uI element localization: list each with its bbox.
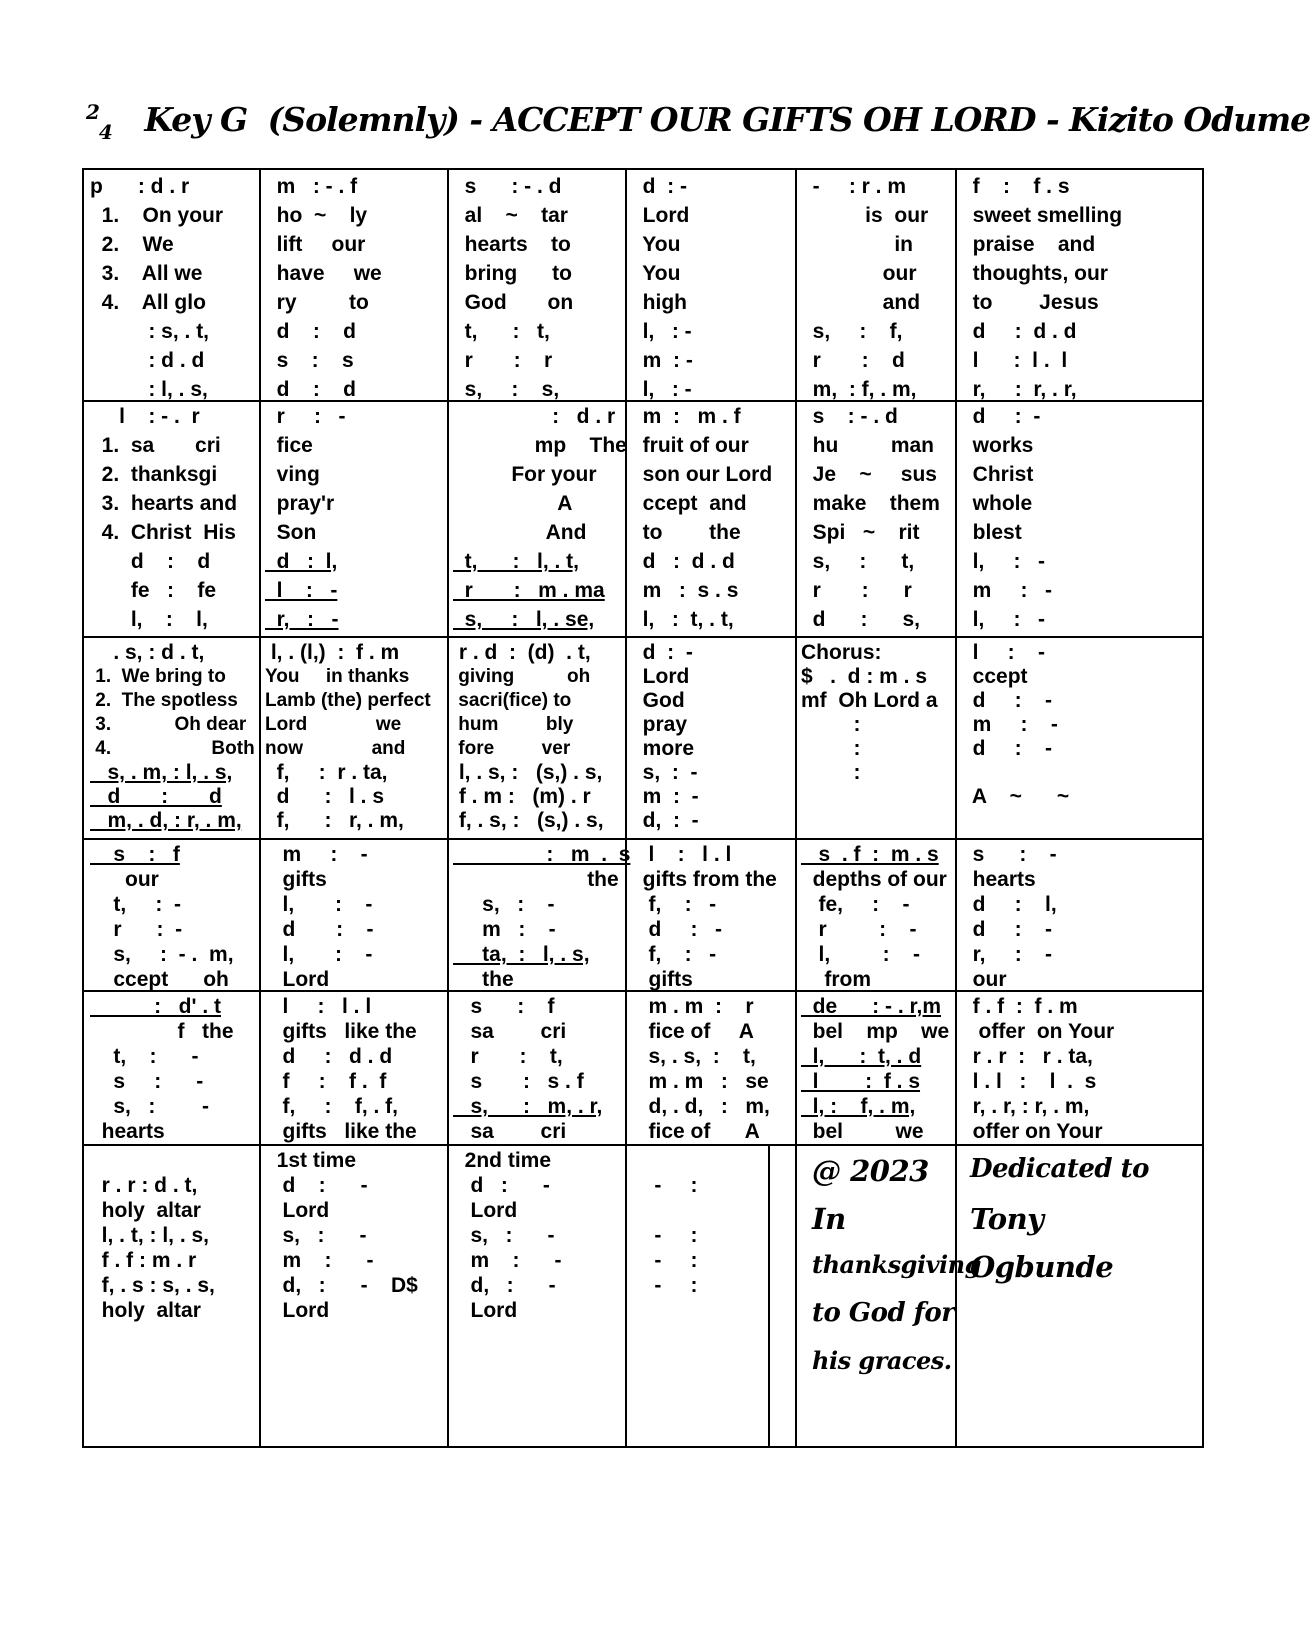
score-cell (961, 174, 1198, 401)
score-line: 4. Christ His (90, 521, 236, 544)
score-line: blest (961, 521, 1022, 544)
score-line: s, : - (453, 1224, 555, 1247)
score-line: d : d (265, 378, 356, 401)
score-cell (453, 174, 621, 401)
score-line: fore ver (453, 738, 571, 759)
score-line: l, : - (801, 943, 921, 966)
score-line: d : d (90, 785, 222, 808)
score-line: t, : - (90, 1045, 199, 1068)
score-line: - : (631, 1249, 698, 1272)
score-line: l, : t, . d (801, 1045, 922, 1068)
score-line: hearts (90, 1120, 165, 1143)
score-line: $ . d : m . s (801, 665, 928, 688)
score-line: t, : - (90, 893, 181, 916)
score-line: 4. Both (90, 738, 255, 759)
score-line: gifts from the (631, 868, 777, 891)
score-line: m : - (265, 843, 368, 866)
score-line: m : - . f (265, 175, 358, 198)
score-line: Lord (265, 1199, 330, 1222)
score-line: 1. We bring to (90, 666, 226, 687)
score-line: m : - (631, 785, 699, 808)
score-line: s : - . d (453, 175, 562, 198)
score-line: depths of our (801, 868, 947, 891)
score-line: l . l : l . s (961, 1070, 1097, 1093)
score-line: s : - . d (801, 405, 898, 428)
score-line: m : - (453, 1249, 562, 1272)
score-line: Son (265, 521, 317, 544)
score-line: d : l, (961, 893, 1057, 916)
score-line: holy altar (90, 1299, 201, 1322)
score-line: gifts like the (265, 1120, 417, 1143)
score-line: r, : - (265, 608, 339, 631)
score-line: make them (801, 492, 940, 515)
score-cell (631, 404, 791, 634)
score-line: f . m : (m) . r (453, 785, 591, 808)
score-line: r . r : d . t, (90, 1174, 198, 1197)
score-line: 2nd time (453, 1149, 552, 1172)
song-title (86, 100, 1310, 160)
score-cell (90, 174, 255, 401)
score-line: t, : l, . t, (453, 550, 579, 573)
score-line: bel mp we (801, 1020, 950, 1043)
score-line: l, . (l,) : f . m (265, 641, 400, 664)
score-line: m : - (453, 918, 556, 941)
score-line: p : d . r (90, 175, 190, 198)
score-line: l, : - (961, 608, 1045, 631)
score-cell (453, 1148, 621, 1444)
score-line: God on (453, 291, 574, 314)
score-line: l, . s, : (s,) . s, (453, 761, 603, 784)
score-line: s, . s, : t, (631, 1045, 756, 1068)
score-line: l, : - (961, 550, 1045, 573)
score-line: d : d . d (631, 550, 735, 573)
score-line: : d . d (90, 349, 205, 372)
score-line: d : - (631, 918, 722, 941)
score-line: m : m . f (631, 405, 741, 428)
dedicatee-last-name: Ogbunde (970, 1250, 1114, 1284)
score-line: l, : - (265, 943, 373, 966)
score-cell (90, 1148, 255, 1444)
score-line: hearts (961, 868, 1036, 891)
score-line: s, : f, (801, 320, 903, 343)
score-line: f, . s, : (s,) . s, (453, 809, 604, 832)
score-line: s : f (453, 995, 555, 1018)
score-line: You (631, 233, 681, 256)
score-line: bel we (801, 1120, 924, 1143)
score-cell (801, 842, 951, 991)
thanks-line-1: In (812, 1202, 846, 1236)
score-line: fe : fe (90, 579, 217, 602)
score-line: - : (631, 1224, 698, 1247)
score-line: 3. Oh dear (90, 714, 247, 735)
score-line: Lord (265, 1299, 330, 1322)
score-line: l, : f, . m, (801, 1095, 916, 1118)
score-line: f, : f, . f, (265, 1095, 398, 1118)
score-line: bring to (453, 262, 572, 285)
score-line: s, : l, . se, (453, 608, 595, 631)
score-line: 3. All we (90, 262, 203, 285)
score-line: whole (961, 492, 1033, 515)
score-line: - : r . m (801, 175, 907, 198)
score-line: d : - (631, 175, 687, 198)
score-line: l : - . r (90, 405, 200, 428)
score-line: d : - (265, 918, 374, 941)
score-cell (631, 842, 791, 991)
score-line: l : - (265, 579, 338, 602)
score-line: giving oh (453, 666, 591, 687)
score-line: d : l, (265, 550, 338, 573)
score-line: l, . t, : l, . s, (90, 1224, 210, 1247)
score-line: de : - . r,m (801, 995, 942, 1018)
score-line: r : r (801, 579, 912, 602)
score-line: s, : - (90, 1095, 210, 1118)
song-title-text: (Solemnly) - ACCEPT OUR GIFTS OH LORD - Kizito Odume (267, 100, 1310, 139)
score-line: d : - (961, 689, 1052, 712)
score-line: - : (631, 1274, 698, 1297)
score-line: : d' . t (90, 995, 221, 1018)
score-line: d : - (961, 918, 1052, 941)
score-cell (453, 404, 627, 634)
score-line: fice (265, 434, 313, 457)
score-line: d : - (453, 1174, 550, 1197)
score-line: s, . m, : l, . s, (90, 761, 233, 784)
score-line: t, : t, (453, 320, 550, 343)
score-line: For your (453, 463, 597, 486)
score-line: f : f . f (265, 1070, 387, 1093)
score-line: ving (265, 463, 320, 486)
score-line: r . r : r . ta, (961, 1045, 1093, 1068)
score-line: is our (801, 204, 929, 227)
dedicatee-first-name: Tony (970, 1202, 1044, 1236)
score-line: ho ~ ly (265, 204, 368, 227)
score-line: l : f . s (801, 1070, 921, 1093)
score-line: Lord we (265, 714, 402, 735)
score-line: d : d . d (265, 1045, 393, 1068)
score-line: s, : m, . r, (453, 1095, 603, 1118)
song-key: Key G (144, 100, 248, 139)
score-line: ta, : l, . s, (453, 943, 590, 966)
score-line: d : l . s (265, 785, 385, 808)
score-cell (265, 174, 443, 401)
score-cell (631, 1148, 791, 1444)
score-line: pray (631, 713, 688, 736)
score-line: and (801, 291, 921, 314)
score-line: l, : - (265, 893, 373, 916)
score-line: r : - (90, 918, 183, 941)
score-line: d, : - (453, 1274, 556, 1297)
score-line: r : d (801, 349, 905, 372)
score-line: mf Oh Lord a (801, 689, 938, 712)
score-line: lift our (265, 233, 366, 256)
score-line: 2. thanksgi (90, 463, 218, 486)
time-signature-top: 2 (86, 100, 99, 124)
score-line: l, : - (631, 378, 692, 401)
score-line: s, : - . m, (90, 943, 234, 966)
score-line: al ~ tar (453, 204, 568, 227)
footer-note-left (804, 1154, 981, 1444)
score-line: hum bly (453, 714, 574, 735)
score-line: r : r (453, 349, 553, 372)
score-line: Christ (961, 463, 1034, 486)
score-line: mp The (453, 434, 627, 457)
score-cell (90, 842, 255, 991)
score-line: f, : - (631, 943, 717, 966)
score-line: Lord (631, 204, 690, 227)
score-line: : m . s (453, 843, 631, 866)
score-line: ccept and (631, 492, 747, 515)
score-line: l, : t, . t, (631, 608, 734, 631)
thanks-line-3: to God for (812, 1298, 955, 1328)
score-cell (961, 640, 1198, 836)
score-line: l : l . l (631, 843, 732, 866)
score-line: f, : r, . m, (265, 809, 404, 832)
score-line: r . d : (d) . t, (453, 641, 591, 664)
score-line: s : f (90, 843, 180, 866)
score-line: thoughts, our (961, 262, 1108, 285)
footer-note-right (962, 1154, 1202, 1444)
score-line: Lamb (the) perfect (265, 690, 431, 711)
score-line: 2. The spotless (90, 690, 238, 711)
score-line: praise and (961, 233, 1096, 256)
score-line: high (631, 291, 687, 314)
score-line: f, : - (631, 893, 717, 916)
score-line: r : t, (453, 1045, 563, 1068)
score-line: works (961, 434, 1034, 457)
score-line: our (801, 262, 917, 285)
score-line: offer on Your (961, 1120, 1103, 1143)
score-cell (801, 640, 951, 836)
score-line: in (801, 233, 914, 256)
score-line: s : s . f (453, 1070, 584, 1093)
score-line: m : - (265, 1249, 374, 1272)
score-line: son our Lord (631, 463, 773, 486)
score-line: 1. On your (90, 204, 224, 227)
score-cell (265, 640, 443, 836)
score-cell (265, 994, 443, 1142)
score-line: d : d (90, 550, 211, 573)
score-line: l, : - (631, 320, 692, 343)
score-line: And (453, 521, 587, 544)
score-line: s, : s, (453, 378, 560, 401)
score-line: d : - (961, 737, 1052, 760)
score-line: to the (631, 521, 741, 544)
score-line: 1st time (265, 1149, 357, 1172)
score-line: d : - (961, 405, 1041, 428)
score-line: s . f : m . s (801, 843, 939, 866)
score-cell (265, 1148, 443, 1444)
score-cell (90, 994, 255, 1142)
score-line: f . f : f . m (961, 995, 1078, 1018)
score-line: hearts to (453, 233, 571, 256)
score-line: : l, . s, (90, 378, 208, 401)
score-line: d : s, (801, 608, 921, 631)
score-line: d : d (265, 320, 356, 343)
score-line: : s, . t, (90, 320, 210, 343)
score-line: - : (631, 1174, 698, 1197)
score-line: d, : - (631, 809, 699, 832)
score-line: holy altar (90, 1199, 201, 1222)
score-line: m . m : se (631, 1070, 769, 1093)
score-line: fe, : - (801, 893, 910, 916)
score-line: our (90, 868, 159, 891)
score-cell (801, 174, 951, 401)
thanks-line-4: his graces. (812, 1346, 952, 1375)
copyright-line: @ 2023 (812, 1154, 929, 1188)
dedication-line: Dedicated to (970, 1154, 1149, 1184)
score-line: You (631, 262, 681, 285)
score-line: l, : l, (90, 608, 208, 631)
score-line: m : - (961, 579, 1053, 602)
score-line: l : - (961, 641, 1045, 664)
score-line: 2. We (90, 233, 174, 256)
score-line: f, : r . ta, (265, 761, 388, 784)
score-line: Lord (453, 1299, 518, 1322)
score-line: : (801, 713, 861, 736)
score-cell (631, 174, 791, 401)
score-line: s : - (961, 843, 1057, 866)
score-cell (631, 994, 791, 1142)
score-line: fruit of our (631, 434, 749, 457)
score-line: : d . r (453, 405, 616, 428)
score-line: offer on Your (961, 1020, 1115, 1043)
score-line: A ~ ~ (961, 785, 1070, 808)
score-line: : (801, 761, 861, 784)
score-line: Chorus: (801, 641, 882, 664)
score-line: A (453, 492, 573, 515)
score-line: : (801, 737, 861, 760)
score-line: Spi ~ rit (801, 521, 920, 544)
score-line: pray'r (265, 492, 335, 515)
score-line: now and (265, 738, 406, 759)
score-cell (90, 404, 255, 634)
score-line: r, . r, : r, . m, (961, 1095, 1090, 1118)
score-line: ccept oh (90, 968, 229, 991)
score-line: 4. All glo (90, 291, 206, 314)
score-line: Je ~ sus (801, 463, 937, 486)
score-line: s : - (90, 1070, 204, 1093)
score-line: God (631, 689, 685, 712)
score-line: l : l . l (961, 349, 1068, 372)
score-line: gifts (631, 968, 693, 991)
score-line: Lord (265, 968, 330, 991)
score-cell (801, 404, 951, 634)
score-line: the (453, 868, 619, 891)
score-line: . s, : d . t, (90, 641, 205, 664)
thanks-line-2: thanksgiving (812, 1250, 981, 1279)
score-line: m, . d, : r, . m, (90, 809, 242, 832)
score-line: sweet smelling (961, 204, 1123, 227)
score-cell (90, 640, 255, 836)
score-line: r : m . ma (453, 579, 605, 602)
score-line: m : - (961, 713, 1058, 736)
score-line: gifts like the (265, 1020, 417, 1043)
score-line: gifts (265, 868, 327, 891)
score-line: ry to (265, 291, 369, 314)
score-line: l : l . l (265, 995, 372, 1018)
score-line: more (631, 737, 695, 760)
score-line: sa cri (453, 1020, 567, 1043)
score-line: d : - (631, 641, 693, 664)
score-line: f : f . s (961, 175, 1070, 198)
score-line: have we (265, 262, 382, 285)
score-line: our (961, 968, 1007, 991)
time-signature-bottom: 4 (98, 119, 112, 144)
score-line: f . f : m . r (90, 1249, 197, 1272)
score-line: sacri(fice) to (453, 690, 572, 711)
score-line: fice of A (631, 1120, 760, 1143)
solfa-score-table (82, 168, 1204, 1448)
score-line: r, : - (961, 943, 1053, 966)
score-line: d, : - D$ (265, 1274, 418, 1297)
score-line: f the (90, 1020, 234, 1043)
score-line: Lord (453, 1199, 518, 1222)
score-line: from (801, 968, 872, 991)
score-cell (453, 842, 631, 991)
score-line: f, . s : s, . s, (90, 1274, 215, 1297)
score-line: Lord (631, 665, 690, 688)
score-line: hu man (801, 434, 935, 457)
score-cell (961, 994, 1198, 1142)
score-line: s : s (265, 349, 354, 372)
score-cell (265, 404, 443, 634)
score-cell (265, 842, 443, 991)
score-line: the (453, 968, 514, 991)
score-line: sa cri (453, 1120, 567, 1143)
score-line: s, : - (453, 893, 555, 916)
score-line: r : - (801, 918, 917, 941)
score-cell (631, 640, 791, 836)
score-line: m : s . s (631, 579, 739, 602)
score-line: 1. sa cri (90, 434, 221, 457)
score-line: fice of A (631, 1020, 754, 1043)
score-line: d : d . d (961, 320, 1077, 343)
score-line: 3. hearts and (90, 492, 238, 515)
score-cell (961, 842, 1198, 991)
score-line: m, : f, . m, (801, 378, 917, 401)
score-line: s, : t, (801, 550, 915, 573)
score-line: ccept (961, 665, 1028, 688)
score-line: to Jesus (961, 291, 1099, 314)
score-line: d : - (265, 1174, 368, 1197)
score-cell (453, 640, 621, 836)
score-line: s, : - (265, 1224, 367, 1247)
score-cell (801, 994, 951, 1142)
score-line: s, : - (631, 761, 698, 784)
score-cell (961, 404, 1198, 634)
score-line: r : - (265, 405, 346, 428)
score-line: d, . d, : m, (631, 1095, 770, 1118)
score-line: r, : r, . r, (961, 378, 1077, 401)
score-line: You in thanks (265, 666, 410, 687)
score-line: m . m : r (631, 995, 754, 1018)
score-line: m : - (631, 349, 693, 372)
score-cell (453, 994, 621, 1142)
